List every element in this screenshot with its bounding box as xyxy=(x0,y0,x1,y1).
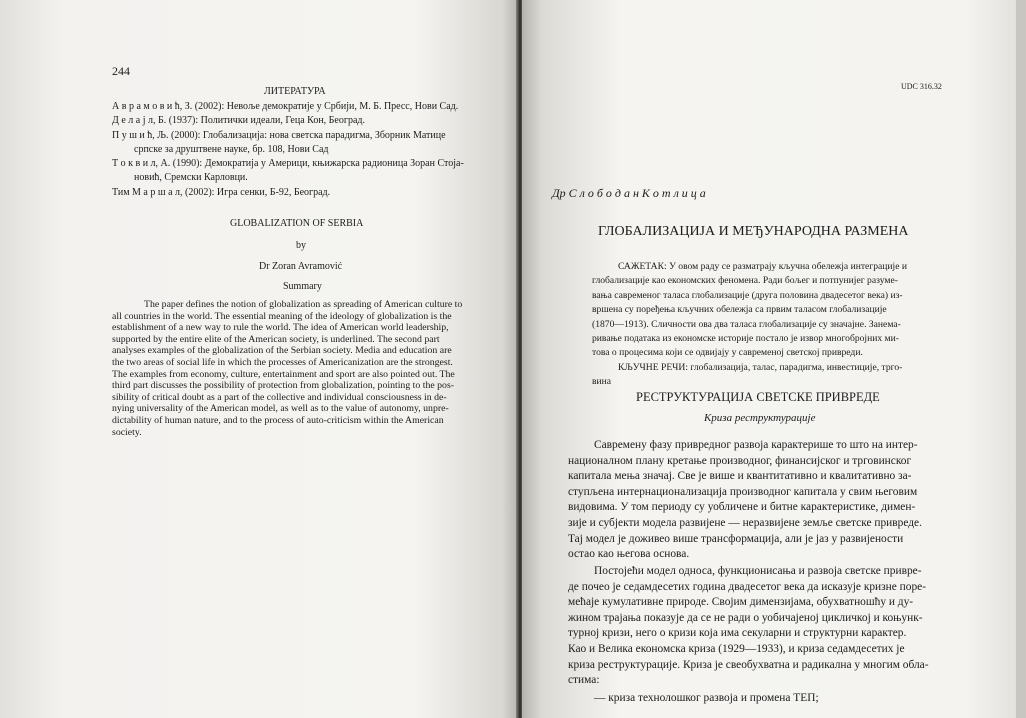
reference-item: Тим М а р ш а л, (2002): Игра сенки, Б-92, Београд. xyxy=(112,186,331,198)
summary-line: third part discusses the possibility of protection from globalization, pointing to the pos- xyxy=(112,380,455,392)
reference-item-continuation: новић, Сремски Карловци. xyxy=(134,172,248,184)
section-heading: РЕСТРУКТУРАЦИЈА СВЕТСКЕ ПРИВРЕДЕ xyxy=(636,390,880,404)
summary-title: GLOBALIZATION OF SERBIA xyxy=(230,218,364,229)
paragraph-line: Постојећи модел односа, функционисања и развоја светске привре- xyxy=(594,565,922,577)
reference-item: Д е л а ј л, Б. (1937): Политички идеали, Геца Кон, Београд. xyxy=(112,115,365,127)
paragraph-2 xyxy=(568,564,929,689)
paragraph-line: стима: xyxy=(568,674,600,687)
abstract-line: САЖЕТАК: У овом раду се разматрају кључна обележја интеграције и xyxy=(618,261,908,272)
summary-line: The paper defines the notion of globalization as spreading of American culture to xyxy=(144,299,463,310)
paragraph-line: капитала мења значај. Све је више и квантитативно и квалитативно за- xyxy=(568,470,912,483)
article-author: Др С л о б о д а н К о т л и ц а xyxy=(552,186,706,200)
keywords-line: вина xyxy=(592,376,612,388)
summary-line: establishment of a new way to rule the world. The idea of American world leadership, xyxy=(112,322,449,334)
reference-item: Т о к в и л, А. (1990): Демократија у Америци, књижарска радионица Зоран Стоја- xyxy=(112,158,464,170)
paragraph-line: видовима. У том периоду су уобличене и битне карактеристике, димен- xyxy=(568,501,916,514)
summary-line: the two areas of social life in which the processes of Americanization are the strongest. xyxy=(112,356,453,368)
abstract-line: глобализације као економских феномена. Ради бољег и потпунијег разуме- xyxy=(592,275,898,287)
paragraph-line: Тај модел је доживео више трансформација, али је јаз у развијености xyxy=(568,532,904,545)
references-list xyxy=(112,100,464,200)
paragraph-line: националном плану кретање производног, финансијског и трговинског xyxy=(568,454,912,467)
paragraph-line: ступљена интернационализација производног капитала у свим његовим xyxy=(568,485,918,498)
paragraph-line: мећаје кумулативне природе. Својим димензијама, обухватношћу и ду- xyxy=(568,596,914,609)
summary-line: society. xyxy=(112,426,142,438)
abstract-line: ривање података из економске историје постало је извор многобројних ми- xyxy=(592,333,899,345)
abstract-line: това о процесима који се одвијају у савременој светској привреди. xyxy=(592,347,863,359)
reference-item-continuation: српске за друштвене науке, бр. 108, Нови Сад xyxy=(134,143,329,155)
summary-line: nying universality of the American model, as well as to the value of autonomy, unpre- xyxy=(112,403,449,415)
references-heading: ЛИТЕРАТУРА xyxy=(264,86,326,97)
abstract xyxy=(592,260,907,390)
keywords-line: КЉУЧНЕ РЕЧИ: глобализација, талас, парадигма, инвестиције, трго- xyxy=(618,361,903,373)
subsection-heading: Криза реструктурације xyxy=(704,412,816,424)
abstract-line: вања савременог таласа глобализације (друга половина двадесетог века) из- xyxy=(592,289,903,301)
article-title: ГЛОБАЛИЗАЦИЈА И МЕЂУНАРОДНА РАЗМЕНА xyxy=(598,224,909,239)
summary-line: dictability of human nature, and to the process of auto-criticism within the American xyxy=(112,414,444,426)
paragraph-1 xyxy=(568,438,922,563)
paragraph-line: Као и Велика економска криза (1929—1933), и криза седамдесетих је xyxy=(568,642,905,655)
summary-line: analyses examples of the globalization of the Serbian society. Media and education are xyxy=(112,345,452,357)
summary-body xyxy=(112,299,462,438)
summary-label: Summary xyxy=(283,281,322,292)
summary-line: The examples from economy, culture, entertainment and sport are also pointed out. The xyxy=(112,368,455,380)
paragraph-line: криза реструктурације. Криза је свеобухватна и радикална у многим обла- xyxy=(568,658,929,671)
paragraph-line: Савремену фазу привредног развоја карактерише то што на интер- xyxy=(594,439,918,451)
reference-item: П у ш и ћ, Љ. (2000): Глобализација: нова светска парадигма, Зборник Матице xyxy=(112,129,446,141)
page-number: 244 xyxy=(112,64,130,78)
summary-line: all countries in the world. The essential meaning of the ideology of globalization is the xyxy=(112,310,452,322)
abstract-line: вршена су поређења кључних обележја са првим таласом глобализације xyxy=(592,304,887,316)
summary-line: supported by the entire elite of the American society, is underlined. The second part xyxy=(112,333,440,345)
paragraph-line: турној кризи, него о кризи која има секуларни и структурни карактер. xyxy=(568,627,907,640)
paragraph-line: зије и субјекти модела развијене — неразвијене земље светске привреде. xyxy=(568,516,922,529)
list-item: — криза технолошког развоја и промена ТЕП; xyxy=(594,692,819,704)
summary-by: by xyxy=(296,240,306,251)
udc-code: UDC 316.32 xyxy=(901,82,942,91)
abstract-line: (1870—1913). Сличности ова два таласа глобализације су значајне. Занема- xyxy=(592,318,901,330)
paragraph-line: де почео је седамдесетих година двадесетог века да исказује кризне поре- xyxy=(568,580,926,593)
summary-author: Dr Zoran Avramović xyxy=(259,261,343,272)
paragraph-line: остао као његова основа. xyxy=(568,548,690,561)
page-stack-edge xyxy=(1016,0,1026,718)
paragraph-line: жином трајања показује да се не ради о уобичајеној цикличкој и коњунк- xyxy=(568,611,923,624)
summary-line: sibility of critical doubt as a part of the collective and individual consciousness in de- xyxy=(112,391,447,403)
right-page xyxy=(522,0,1016,718)
reference-item: А в р а м о в и ћ, З. (2002): Невоље демократије у Србији, М. Б. Пресс, Нови Сад. xyxy=(112,101,459,112)
